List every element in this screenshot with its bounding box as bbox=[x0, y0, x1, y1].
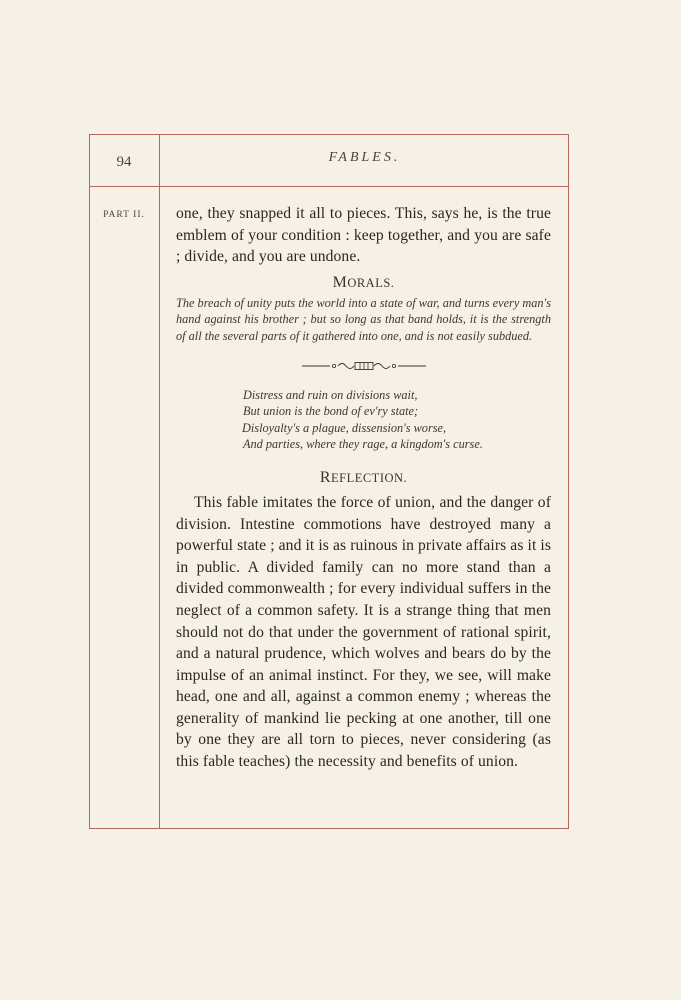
header-rule-horizontal bbox=[89, 186, 569, 187]
ornament-divider bbox=[176, 359, 551, 373]
margin-rule-vertical bbox=[159, 134, 160, 829]
reflection-heading-initial: R bbox=[319, 468, 331, 486]
reflection-text: This fable imitates the force of union, and the danger of division. Intestine commotions have destroyed many a powerful state ; and it is as ruinous in private affairs as it is in public. A divided family can no more stand than a divided commonwealth ; for every individual suffers in the neglect of a common safety. It is a strange thing that men should not do that under the government of rational spirit, and a natural prudence, which wolves and bears do by the impulse of an animal instinct. For they, we see, will make head, one and all, against a common enemy ; whereas the generality of mankind lie pecking at one another, till one by one they are all torn to pieces, never considering (as this fable teaches) the necessity and benefits of union. bbox=[176, 493, 551, 771]
reflection-heading bbox=[176, 469, 551, 487]
verse-line: Disloyalty's a plague, dissension's worse, bbox=[242, 420, 447, 435]
morals-heading-rest: ORALS. bbox=[347, 275, 395, 290]
verse-block bbox=[242, 387, 551, 453]
opening-paragraph: one, they snapped it all to pieces. This, says he, is the true emblem of your condition : keep together, and you are safe ; divide, and you are undone. bbox=[176, 205, 551, 266]
page-content bbox=[176, 203, 551, 773]
morals-heading-initial: M bbox=[332, 273, 348, 291]
page-number: 94 bbox=[116, 154, 132, 170]
ornament-icon bbox=[302, 360, 426, 372]
running-head: FABLES. bbox=[328, 150, 401, 165]
part-label: PART II. bbox=[103, 210, 145, 220]
verse-line: Distress and ruin on divisions wait, bbox=[243, 387, 418, 402]
verse-line: And parties, where they rage, a kingdom's curse. bbox=[243, 437, 483, 452]
reflection-heading-rest: EFLECTION. bbox=[330, 470, 408, 485]
morals-heading bbox=[176, 274, 551, 292]
verse-line: But union is the bond of ev'ry state; bbox=[243, 404, 419, 419]
morals-text: The breach of unity puts the world into a state of war, and turns every man's hand against his brother ; but so long as that band holds, it is the strength of all the several parts of it gathered into one, and is not easily subdued. bbox=[176, 295, 551, 343]
